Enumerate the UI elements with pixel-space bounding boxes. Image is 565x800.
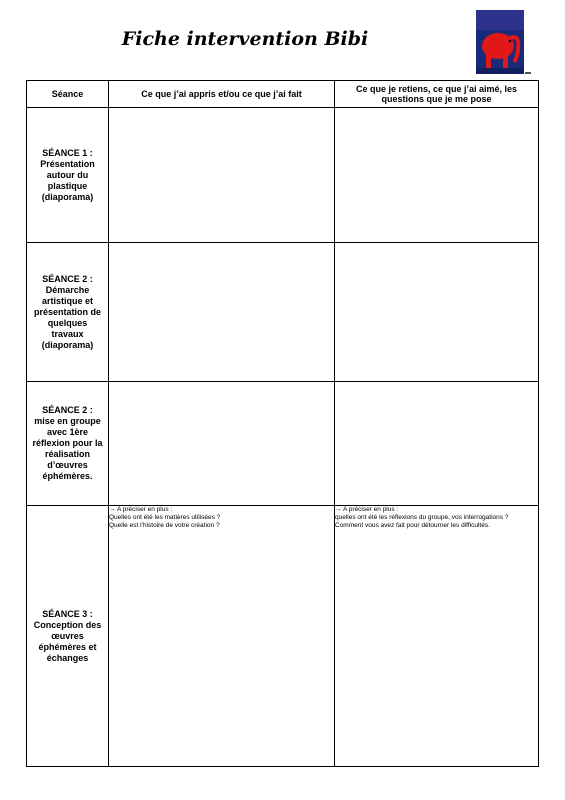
learned-cell[interactable] [109, 382, 335, 506]
seance-label: SÉANCE 2 : mise en groupe avec 1ère réflexion pour la réalisation d’œuvres éphémères. [27, 382, 109, 506]
page-title: Fiche intervention Bibi [121, 28, 369, 50]
table-row [27, 108, 539, 243]
intervention-table [26, 80, 539, 767]
table-header-row [27, 81, 539, 108]
learned-cell[interactable] [109, 108, 335, 243]
retained-cell[interactable]: → A préciser en plus : quelles ont été les réflexions du groupe, vos interrogations ? Comment vous avez fait pour détourner les difficultés. [335, 506, 539, 767]
learned-cell[interactable] [109, 243, 335, 382]
retained-cell[interactable] [335, 382, 539, 506]
column-header-retained: Ce que je retiens, ce que j’ai aimé, les questions que je me pose [335, 81, 539, 108]
learned-cell[interactable]: → A préciser en plus : Quelles ont été les matières utilisées ? Quelle est l’histoire de votre création ? [109, 506, 335, 767]
table-row [27, 243, 539, 382]
column-header-learned: Ce que j’ai appris et/ou ce que j’ai fait [109, 81, 335, 108]
table-row [27, 506, 539, 767]
column-header-seance: Séance [27, 81, 109, 108]
seance-label: SÉANCE 1 : Présentation autour du plastique (diaporama) [27, 108, 109, 243]
seance-label: SÉANCE 3 : Conception des œuvres éphémères et échanges [27, 506, 109, 767]
seance-label: SÉANCE 2 : Démarche artistique et présentation de quelques travaux (diaporama) [27, 243, 109, 382]
retained-cell[interactable] [335, 243, 539, 382]
logo [476, 10, 532, 76]
red-elephant-logo-icon [476, 10, 532, 76]
retained-cell[interactable] [335, 108, 539, 243]
table-row [27, 382, 539, 506]
